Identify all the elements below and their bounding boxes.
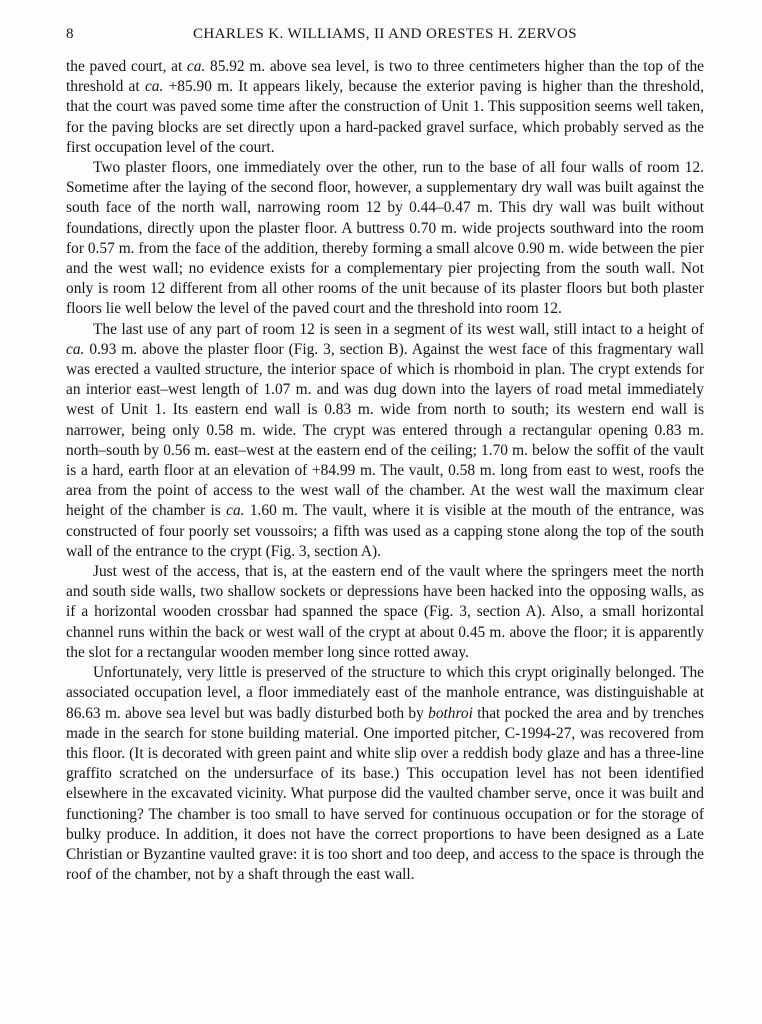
- text-segment: Just west of the access, that is, at the eastern end of the vault where the springers meet the north and south side walls, two shallow sockets or depressions have been hacked into the opposing walls, as if a horizontal wooden crossbar had spanned the space (Fig. 3, section A). Also, a small horizontal channel runs within the back or west wall of the crypt at about 0.45 m. above the floor; it is apparently the slot for a rectangular wooden member long since rotted away.: [66, 563, 704, 661]
- italic-text: ca.: [144, 78, 164, 96]
- italic-text: bothroi: [428, 704, 473, 722]
- running-head: CHARLES K. WILLIAMS, II AND ORESTES H. ZERVOS: [192, 26, 578, 42]
- text-segment: Two plaster floors, one immediately over the other, run to the base of all four walls of room 12. Sometime after the laying of the second floor, however, a supplementary dry wall was built against the south face of the north wall, narrowing room 12 by 0.44–0.47 m. This dry wall was built without foundations, directly upon the plaster floor. A buttress 0.70 m. wide projects southward into the room for 0.57 m. from the face of the addition, thereby forming a small alcove 0.90 m. wide between the pier and the west wall; no evidence exists for a complementary pier projecting from the south wall. Not only is room 12 different from all other rooms of the unit because of its plaster floors but both plaster floors lie well below the level of the paved court and the threshold into room 12.: [66, 159, 704, 318]
- paragraph: [66, 158, 704, 320]
- paragraph: [66, 663, 704, 885]
- text-segment: Unfortunately, very little is preserved of the structure to which this crypt originally belonged. The associated occupation level, a floor immediately east of the manhole entrance, was distinguishable at 86.63 m. above sea level but was badly disturbed both by: [66, 664, 704, 722]
- text-segment: 1.60 m. The vault, where it is visible at the mouth of the entrance, was constructed of four poorly set voussoirs; a fifth was used as a capping stone along the top of the south wall of the entrance to the crypt (Fig. 3, section A).: [66, 502, 705, 560]
- page-header: [66, 26, 704, 43]
- text-segment: the paved court, at: [66, 58, 187, 75]
- paragraph: [66, 320, 704, 562]
- text-segment: +85.90 m. It appears likely, because the exterior paving is higher than the threshold, that the court was paved some time after the construction of Unit 1. This supposition seems well taken, for the paving blocks are set directly upon a hard-packed gravel surface, which probably served as the first occupation level of the court.: [66, 78, 704, 156]
- paragraph: [66, 57, 704, 158]
- text-segment: 85.92 m. above sea level, is two to three centimeters higher than the top of the threshold at: [66, 58, 704, 96]
- text-segment: that pocked the area and by trenches made in the search for stone building material. One imported pitcher, C-1994-27, was recovered from this floor. (It is decorated with green paint and white slip over a reddish body glaze and has a three-line graffito scratched on the undersurface of its base.) This occupation level has not been identified elsewhere in the excavated vicinity. What purpose did the vaulted chamber serve, once it was built and functioning? The chamber is too small to have served for continuous occupation or for the storage of bulky produce. In addition, it does not have the correct proportions to have been designed as a Late Christian or Byzantine vaulted grave: it is too short and too deep, and access to the space is through the roof of the chamber, not by a shaft through the east wall.: [66, 704, 704, 884]
- text-segment: The last use of any part of room 12 is seen in a segment of its west wall, still intact to a height of: [93, 320, 704, 338]
- body-text: [66, 57, 704, 885]
- italic-text: ca.: [226, 502, 245, 520]
- paragraph: [66, 562, 704, 663]
- italic-text: ca.: [186, 58, 206, 75]
- page-number: 8: [66, 26, 74, 42]
- italic-text: ca.: [66, 340, 85, 358]
- text-segment: 0.93 m. above the plaster floor (Fig. 3, section B). Against the west face of this fragmentary wall was erected a vaulted structure, the interior space of which is rhomboid in plan. The crypt extends for an interior east–west length of 1.07 m. and was dug down into the layers of road metal immediately west of Unit 1. Its eastern end wall is 0.83 m. wide from north to south; its western end wall is narrower, being only 0.58 m. wide. The crypt was entered through a rectangular opening 0.83 m. north–south by 0.56 m. east–west at the eastern end of the ceiling; 1.70 m. below the soffit of the vault is a hard, earth floor at an elevation of +84.99 m. The vault, 0.58 m. long from east to west, roofs the area from the point of access to the west wall of the chamber. At the west wall the maximum clear height of the chamber is: [66, 340, 704, 520]
